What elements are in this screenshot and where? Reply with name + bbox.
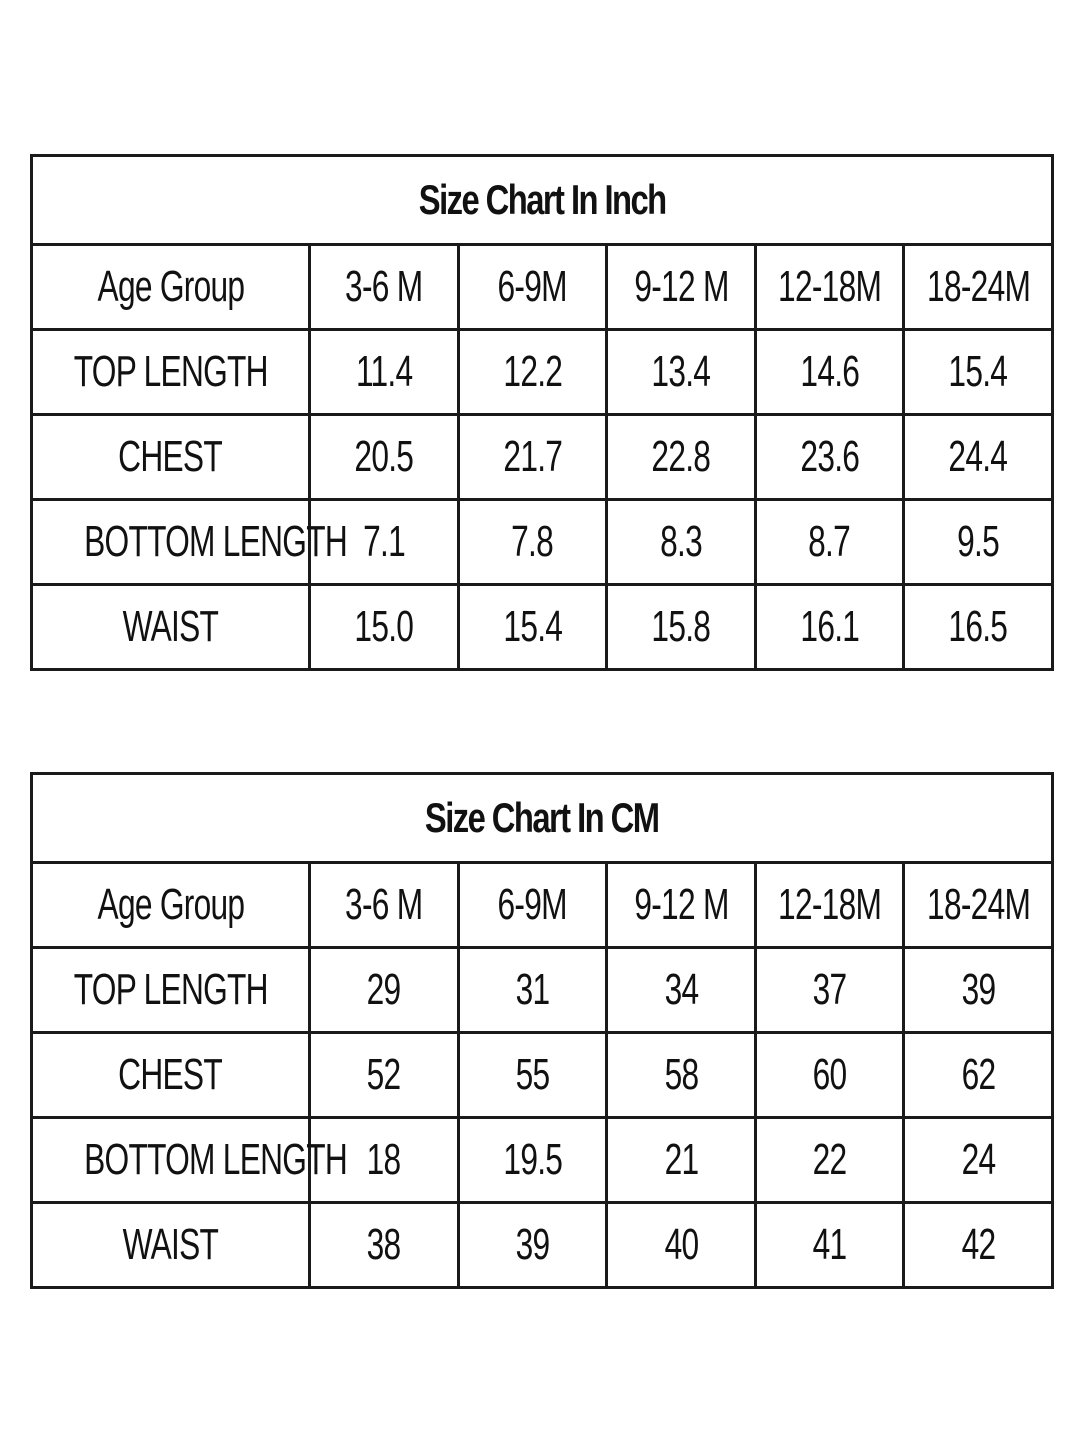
column-header: 3-6 M [310,245,459,330]
value-cell: 42 [904,1203,1053,1288]
table-row [32,415,1053,500]
header-label-cell: Age Group [32,245,310,330]
value-cell: 18 [310,1118,459,1203]
value-cell: 24 [904,1118,1053,1203]
value-cell: 14.6 [755,330,904,415]
value-cell: 58 [607,1033,756,1118]
header-row [32,863,1053,948]
row-label: CHEST [32,415,310,500]
value-cell: 31 [458,948,607,1033]
table-title: Size Chart In CM [32,774,1053,863]
value-cell: 15.4 [458,585,607,670]
size-chart-cm-table [30,772,1054,1289]
column-header: 18-24M [904,863,1053,948]
header-row [32,245,1053,330]
table-row [32,1033,1053,1118]
value-cell: 40 [607,1203,756,1288]
row-label: CHEST [32,1033,310,1118]
value-cell: 19.5 [458,1118,607,1203]
value-cell: 16.5 [904,585,1053,670]
value-cell: 13.4 [607,330,756,415]
column-header: 12-18M [755,863,904,948]
table-row [32,1118,1053,1203]
row-label: BOTTOM LENGTH [32,500,310,585]
row-label: TOP LENGTH [32,330,310,415]
value-cell: 60 [755,1033,904,1118]
value-cell: 16.1 [755,585,904,670]
table-row [32,330,1053,415]
value-cell: 39 [458,1203,607,1288]
value-cell: 23.6 [755,415,904,500]
column-header: 18-24M [904,245,1053,330]
row-label: BOTTOM LENGTH [32,1118,310,1203]
table-row [32,948,1053,1033]
value-cell: 39 [904,948,1053,1033]
column-header: 12-18M [755,245,904,330]
row-label: WAIST [32,585,310,670]
value-cell: 21 [607,1118,756,1203]
value-cell: 11.4 [310,330,459,415]
column-header: 3-6 M [310,863,459,948]
value-cell: 8.7 [755,500,904,585]
value-cell: 22.8 [607,415,756,500]
table-row [32,585,1053,670]
value-cell: 7.1 [310,500,459,585]
value-cell: 38 [310,1203,459,1288]
column-header: 9-12 M [607,863,756,948]
value-cell: 34 [607,948,756,1033]
value-cell: 55 [458,1033,607,1118]
value-cell: 22 [755,1118,904,1203]
table-title-row [32,156,1053,245]
value-cell: 15.4 [904,330,1053,415]
value-cell: 41 [755,1203,904,1288]
row-label: TOP LENGTH [32,948,310,1033]
row-label: WAIST [32,1203,310,1288]
column-header: 9-12 M [607,245,756,330]
table-row [32,500,1053,585]
value-cell: 52 [310,1033,459,1118]
value-cell: 21.7 [458,415,607,500]
value-cell: 8.3 [607,500,756,585]
header-label-cell: Age Group [32,863,310,948]
value-cell: 12.2 [458,330,607,415]
column-header: 6-9M [458,863,607,948]
value-cell: 29 [310,948,459,1033]
value-cell: 15.8 [607,585,756,670]
value-cell: 20.5 [310,415,459,500]
value-cell: 62 [904,1033,1053,1118]
table-title-row [32,774,1053,863]
table-title: Size Chart In Inch [32,156,1053,245]
column-header: 6-9M [458,245,607,330]
value-cell: 24.4 [904,415,1053,500]
value-cell: 37 [755,948,904,1033]
value-cell: 7.8 [458,500,607,585]
table-row [32,1203,1053,1288]
value-cell: 15.0 [310,585,459,670]
size-chart-inch-table [30,154,1054,671]
value-cell: 9.5 [904,500,1053,585]
